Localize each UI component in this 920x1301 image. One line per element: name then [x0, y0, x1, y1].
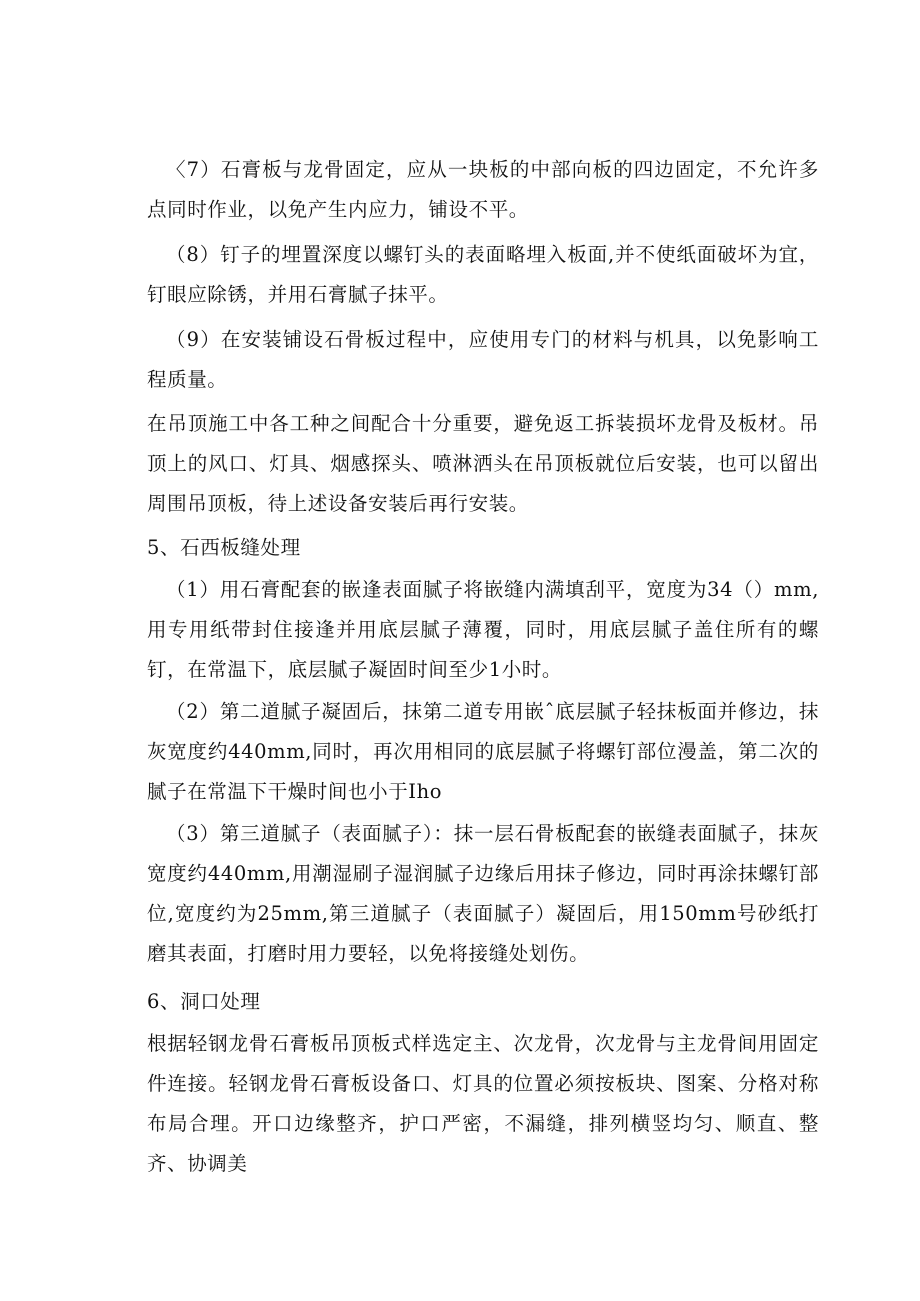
paragraph-item-8: （8）钉子的埋置深度以螺钉头的表面略埋入板面,并不使纸面破坏为宜，钉眼应除锈，并用石膏腻子抹平。	[147, 243, 819, 306]
paragraph-step-2: （2）第二道腻子凝固后，抹第二道专用嵌ˆ底层腻子轻抹板面并修边，抹灰宽度约440mm,同时，再次用相同的底层腻子将螺钉部位漫盖，第二次的腻子在常温下干燥时间也小于Iho	[147, 700, 819, 803]
paragraph-step-3: （3）第三道腻子（表面腻子）：抹一层石骨板配套的嵌缝表面腻子，抹灰宽度约440mm,用潮湿刷子湿润腻子边缘后用抹子修边，同时再涂抹螺钉部位,宽度约为25mm,第三道腻子（表面腻子）凝固后，用150mm号砂纸打磨其表面，打磨时用力要轻，以免将接缝处划伤。	[147, 822, 819, 965]
section-heading-5: 5、石西板缝处理	[147, 536, 301, 559]
paragraph-step-1: （1）用石膏配套的嵌逢表面腻子将嵌缝内满填刮平，宽度为34（）mm,用专用纸带封住接逢并用底层腻子薄覆，同时，用底层腻子盖住所有的螺钉，在常温下，底层腻子凝固时间至少1小时。	[147, 578, 819, 681]
paragraph-item-9: （9）在安装铺设石骨板过程中，应使用专门的材料与机具，以免影响工程质量。	[147, 328, 819, 391]
paragraph-coordination: 在吊顶施工中各工种之间配合十分重要，避免返工拆装损坏龙骨及板材。吊顶上的风口、灯具、烟感探头、喷淋洒头在吊顶板就位后安装，也可以留出周围吊顶板，待上述设备安装后再行安装。	[147, 412, 819, 515]
paragraph-opening-treatment: 根据轻钢龙骨石膏板吊顶板式样选定主、次龙骨，次龙骨与主龙骨间用固定件连接。轻钢龙骨石膏板设备口、灯具的位置必须按板块、图案、分格对称布局合理。开口边缘整齐，护口严密，不漏缝，排列横竖均匀、顺直、整齐、协调美	[147, 1032, 819, 1175]
section-heading-6: 6、洞口处理	[147, 990, 261, 1013]
paragraph-item-7: 〈7）石膏板与龙骨固定，应从一块板的中部向板的四边固定，不允许多点同时作业，以免产生内应力，铺设不平。	[147, 158, 819, 221]
